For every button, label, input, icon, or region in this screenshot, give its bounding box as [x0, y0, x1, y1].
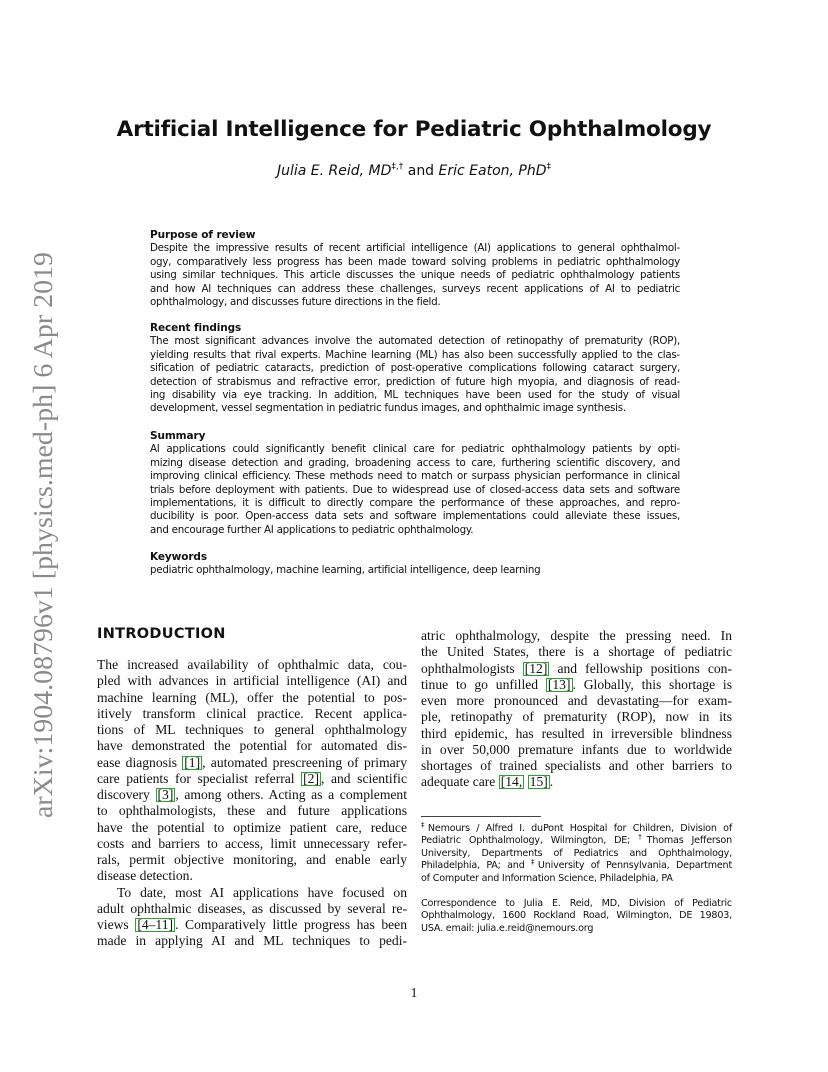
- keywords-text: pediatric ophthalmology, machine learning, artificial intelligence, deep learning: [150, 564, 541, 577]
- footnote-line: University, Departments of Pediatrics and Ophthalmology,: [421, 847, 732, 859]
- introduction-right-column: [421, 628, 732, 791]
- introduction-left-column: [97, 657, 407, 950]
- footnote-line: of Computer and Information Science, Philadelphia, PA: [421, 872, 673, 884]
- author-1-name: Julia E. Reid, MD: [276, 163, 392, 179]
- footnote-line: Pediatric Ophthalmology, Wilmington, DE; †Thomas Jefferson: [421, 833, 732, 847]
- abstract-line: implementations, it is difficult to directly compare the performance of these approaches, and repro-: [150, 497, 680, 510]
- keywords-section: [150, 551, 680, 578]
- body-text: even more pronounced and devastating—for exam-: [421, 693, 732, 708]
- body-text: the United States, there is a shortage of pediatric: [421, 644, 732, 660]
- abstract-line: using similar techniques. This article discusses the unique needs of pediatric ophthalmology patients: [150, 269, 680, 282]
- footnote-line: ‡Nemours / Alfred I. duPont Hospital for Children, Division of: [421, 821, 732, 834]
- body-text-line: [97, 868, 407, 884]
- abstract-line: sification of pediatric cataracts, prediction of post-operative complications following cataract surgery,: [150, 362, 680, 375]
- body-text: made in applying AI and ML techniques to pedi-: [97, 933, 407, 949]
- footnote-line: Correspondence to Julia E. Reid, MD, Division of Pediatric: [421, 898, 732, 909]
- abstract-line: Despite the impressive results of recent artificial intelligence (AI) applications to general ophthalmol-: [150, 242, 680, 255]
- body-text: tinue to go unfilled: [421, 676, 546, 692]
- author-2-name: Eric Eaton, PhD: [438, 163, 547, 179]
- footnote-line: USA. email: julia.e.reid@nemours.org: [421, 922, 594, 934]
- body-text-line: [97, 885, 407, 901]
- citation-link[interactable]: [2]: [303, 770, 320, 786]
- citation-link[interactable]: [14,: [500, 774, 523, 790]
- footnote-line: Philadelphia, PA; and ‡University of Pennsylvania, Department: [421, 858, 733, 872]
- abstract-line: The most significant advances involve the automated detection of retinopathy of prematurity (ROP),: [150, 335, 680, 348]
- author-conjunction: and: [407, 163, 435, 179]
- abstract-summary-heading: Summary: [150, 430, 206, 442]
- abstract-line: and encourage further AI applications to pediatric ophthalmology.: [150, 523, 474, 536]
- arxiv-identifier-stamp: [14, 248, 68, 818]
- body-text: rals, permit objective monitoring, and enable early: [97, 852, 407, 867]
- abstract-line: ogy, comparatively less progress has been made toward solving problems in pediatric ophthalmology: [150, 255, 680, 268]
- abstract-findings-heading: Recent findings: [150, 322, 242, 334]
- abstract-line: improving clinical efficiency. These methods need to match or surpass physician performance in clinical: [150, 470, 680, 483]
- body-text: care patients for specialist referral: [97, 770, 302, 786]
- body-text: , automated prescreening of primary: [202, 754, 407, 770]
- abstract-purpose-body: [150, 242, 680, 309]
- abstract-findings-section: [150, 322, 680, 416]
- body-text-line: [97, 820, 407, 836]
- abstract-line: ing disability via eye tracking. In addition, ML techniques have been used for the study of visual: [150, 389, 680, 402]
- body-text: ple, retinopathy of prematurity (ROP), now in its: [421, 709, 732, 725]
- body-text: To date, most AI applications have focused on: [117, 884, 407, 900]
- abstract-line: ophthalmology, and discusses future directions in the field.: [150, 296, 441, 309]
- body-text: . Comparatively little progress has been: [175, 917, 407, 932]
- body-text: machine learning (ML), offer the potential to pos-: [97, 689, 407, 705]
- author-line: [0, 163, 828, 179]
- body-text: to ophthalmologists, these and future applications: [97, 803, 407, 819]
- body-text-line: [97, 803, 407, 819]
- body-text-line: [421, 661, 732, 677]
- body-text-line: [97, 771, 407, 787]
- abstract-summary-section: [150, 430, 680, 537]
- author-2-affiliation-marks: ‡: [546, 162, 552, 172]
- body-text: disease detection.: [97, 868, 193, 884]
- abstract-line: ducibility is poor. Open-access data sets and software implementations could alleviate these issues,: [150, 510, 680, 523]
- body-text: third epidemic, has resulted in irreversible blindness: [421, 725, 732, 741]
- body-text-line: [421, 693, 732, 709]
- body-text: adult ophthalmic diseases, as discussed by several re-: [97, 900, 407, 916]
- body-text-line: [97, 787, 407, 803]
- author-1-affiliation-marks: ‡,†: [391, 162, 404, 172]
- body-text-line: [97, 706, 407, 722]
- body-text: . Globally, this shortage is: [572, 676, 732, 692]
- citation-link[interactable]: 15]: [529, 774, 548, 790]
- body-text: views: [97, 917, 136, 932]
- footnote-line: Ophthalmology, 1600 Rockland Road, Wilmington, DE 19803,: [421, 910, 732, 922]
- body-text-line: [97, 690, 407, 706]
- body-text-line: [97, 657, 407, 673]
- body-text: atric ophthalmology, despite the pressing need. In: [421, 628, 732, 643]
- body-text: ease diagnosis: [97, 754, 183, 770]
- body-text: adequate care: [421, 774, 499, 790]
- abstract-line: yielding results that rival experts. Machine learning (ML) has also been successfully applied to the clas-: [150, 348, 680, 361]
- abstract-purpose-heading: Purpose of review: [150, 229, 256, 241]
- body-text-line: [97, 901, 407, 917]
- citation-link[interactable]: [12]: [524, 660, 548, 676]
- body-text-line: [421, 774, 732, 790]
- body-text-line: [97, 836, 407, 852]
- body-text-line: [97, 722, 407, 738]
- arxiv-identifier-text: arXiv:1904.08796v1 [physics.med-ph] 6 Apr 2019: [28, 270, 58, 818]
- correspondence-footnote: [421, 898, 732, 935]
- citation-link[interactable]: [13]: [547, 676, 571, 692]
- body-text-line: [421, 677, 732, 693]
- body-text-line: [97, 852, 407, 868]
- page-number: 1: [410, 985, 418, 1000]
- body-text-line: [421, 726, 732, 742]
- body-text-line: [97, 917, 407, 933]
- abstract-line: detection of strabismus and refractive error, prediction of future high myopia, and diagnosis of read-: [150, 375, 680, 388]
- keywords-heading: Keywords: [150, 551, 207, 563]
- body-text: itively transform clinical practice. Recent applica-: [97, 705, 407, 721]
- introduction-heading: INTRODUCTION: [97, 626, 226, 642]
- body-text-line: [421, 709, 732, 725]
- abstract-line: development, vessel segmentation in pediatric fundus images, and ophthalmic image synthesis.: [150, 402, 626, 415]
- body-text: ophthalmologists: [421, 660, 523, 676]
- body-text-line: [421, 644, 732, 660]
- body-text: The increased availability of ophthalmic data, cou-: [97, 657, 407, 672]
- citation-link[interactable]: [4–11]: [137, 917, 174, 932]
- abstract-line: trials before deployment with patients. Due to widespread use of closed-access data sets and software: [150, 483, 680, 496]
- footnote-divider: [421, 816, 541, 817]
- body-text: tions of ML techniques to general ophthalmology: [97, 722, 407, 737]
- abstract-line: and how AI techniques can address these challenges, surveys recent applications of AI to pediatric: [150, 282, 680, 295]
- body-text-line: [97, 738, 407, 754]
- body-text: have the potential to optimize patient care, reduce: [97, 819, 407, 835]
- abstract-summary-body: [150, 443, 680, 537]
- body-text: pled with advances in artificial intelligence (AI) and: [97, 673, 407, 689]
- abstract-purpose-section: [150, 229, 680, 309]
- body-text: shortages of trained specialists and other barriers to: [421, 758, 732, 773]
- body-text: .: [549, 774, 554, 790]
- body-text-line: [97, 933, 407, 949]
- citation-link[interactable]: [3]: [157, 787, 174, 802]
- abstract-line: mizing disease detection and grading, broadening access to care, furthering scientific discovery, and: [150, 456, 680, 469]
- paper-title: Artificial Intelligence for Pediatric Ophthalmology: [116, 117, 712, 142]
- abstract-findings-body: [150, 335, 680, 415]
- body-text: and fellowship positions con-: [549, 660, 732, 676]
- body-text: discovery: [97, 787, 156, 802]
- body-text: , and scientific: [321, 770, 407, 786]
- body-text: in over 50,000 premature infants due to worldwide: [421, 741, 732, 757]
- body-text-line: [97, 673, 407, 689]
- body-text-line: [421, 628, 732, 644]
- citation-link[interactable]: [1]: [184, 754, 201, 770]
- body-text-line: [421, 742, 732, 758]
- body-text-line: [97, 755, 407, 771]
- body-text: have demonstrated the potential for automated dis-: [97, 738, 407, 754]
- affiliation-footnote: [421, 823, 732, 885]
- abstract-line: AI applications could significantly benefit clinical care for pediatric ophthalmology patients by opti-: [150, 443, 680, 456]
- body-text: , among others. Acting as a complement: [175, 787, 407, 802]
- body-text-line: [421, 758, 732, 774]
- body-text: costs and barriers to access, limit unnecessary refer-: [97, 835, 407, 851]
